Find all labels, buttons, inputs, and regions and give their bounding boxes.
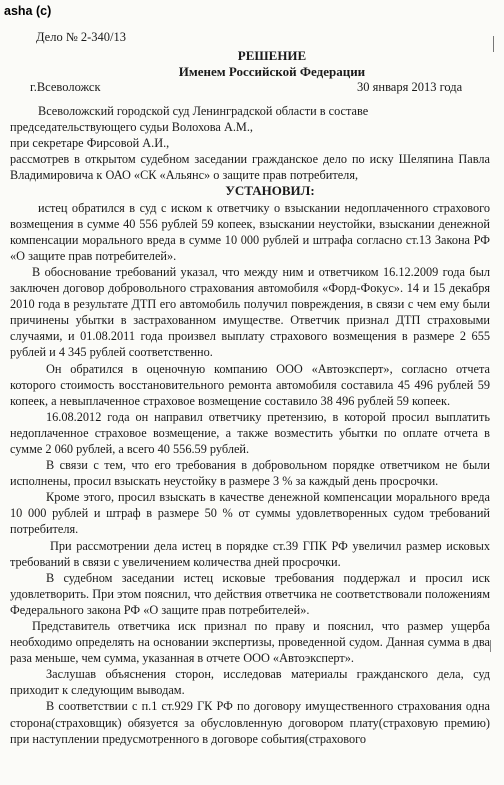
intro-line: при секретаре Фирсовой А.И.,	[10, 136, 170, 151]
section-heading: УСТАНОВИЛ:	[225, 183, 315, 199]
paragraph: Представитель ответчика иск признал по праву и пояснил, что размер ущерба необходимо определять на основании экспертизы, проведенной судом. Данная сумма в два раза меньше, чем сумма, указанная в отчете ООО «Автоэксперт».	[10, 619, 490, 666]
case-number: Дело № 2-340/13	[36, 30, 127, 44]
date: 30 января 2013 года	[357, 80, 463, 94]
intro-line: Всеволожский городской суд Ленинградской области в составе	[38, 104, 369, 118]
paragraph: истец обратился в суд с иском к ответчику о взыскании недоплаченного страхового возмещения в сумме 40 556 рублей 59 копеек, взыскании неустойки, взыскании денежной компенсации морального вреда в сумме 10 000 рублей и штрафа согласно ст.13 Закона РФ «О защите прав потребителей».	[10, 200, 490, 263]
document-title: РЕШЕНИЕ	[237, 48, 307, 63]
document-body	[10, 103, 490, 747]
paragraph: Он обратился в оценочную компанию ООО «Автоэксперт», согласно отчета которого стоимость восстановительного ремонта автомобиля составила 45 496 рублей 59 копеек, а невыплаченное страховое возмещение составило 38 496 рублей 59 копеек.	[10, 361, 490, 408]
intro-line: председательствующего судьи Волохова А.М.,	[10, 120, 253, 135]
intro-line: рассмотрев в открытом судебном заседании гражданское дело по иску Шеляпина Павла Владимировича к ОАО «СК «Альянс» о защите прав потребителя,	[10, 152, 490, 183]
paragraph: Кроме этого, просил взыскать в качестве денежной компенсации морального вреда 10 000 рублей и штраф в размере 50 % от суммы удовлетворенных судом требований потребителя.	[10, 490, 490, 537]
paragraph: Заслушав объяснения сторон, исследовав материалы гражданского дела, суд приходит к следующим выводам.	[10, 667, 490, 698]
document-subtitle: Именем Российской Федерации	[178, 64, 366, 79]
watermark: asha (c)	[4, 4, 52, 18]
paragraph: В обоснование требований указал, что между ним и ответчиком 16.12.2009 года был заключен договор добровольного страхования автомобиля «Форд-Фокус». 14 и 15 декабря 2010 года в результате ДТП его автомобиль получил повреждения, в связи с чем ему были причинены убытки в застрахованном имуществе. Ответчик признал ДТП страховыми случаями, и 01.08.2011 года произвел выплату страхового возмещения в размере 2 655 рублей и 4 345 рублей соответственно.	[10, 264, 490, 360]
paragraph: В соответствии с п.1 ст.929 ГК РФ по договору имущественного страхования одна сторона(страховщик) обязуется за обусловленную договором плату(страховую премию) при наступлении предусмотренного в договоре события(страхового	[10, 699, 490, 746]
city: г.Всеволожск	[30, 80, 101, 94]
paragraph: 16.08.2012 года он направил ответчику претензию, в которой просил выплатить недоплаченное страховое возмещение, а также возместить убытки по оплате отчета в сумме 2 060 рублей, а всего 40 556.59 рублей.	[10, 409, 490, 456]
paragraph: В судебном заседании истец исковые требования поддержал и просил иск удовлетворить. При этом пояснил, что действия ответчика не соответствовали положениям Федерального закона РФ «О защите прав потребителей».	[10, 570, 490, 617]
margin-mark	[490, 640, 494, 652]
paragraph: При рассмотрении дела истец в порядке ст.39 ГПК РФ увеличил размер исковых требований в связи с увеличением количества дней просрочки.	[10, 538, 490, 569]
paragraph: В связи с тем, что его требования в добровольном порядке ответчиком не были исполнены, просил взыскать неустойку в размере 3 % за каждый день просрочки.	[10, 458, 490, 489]
